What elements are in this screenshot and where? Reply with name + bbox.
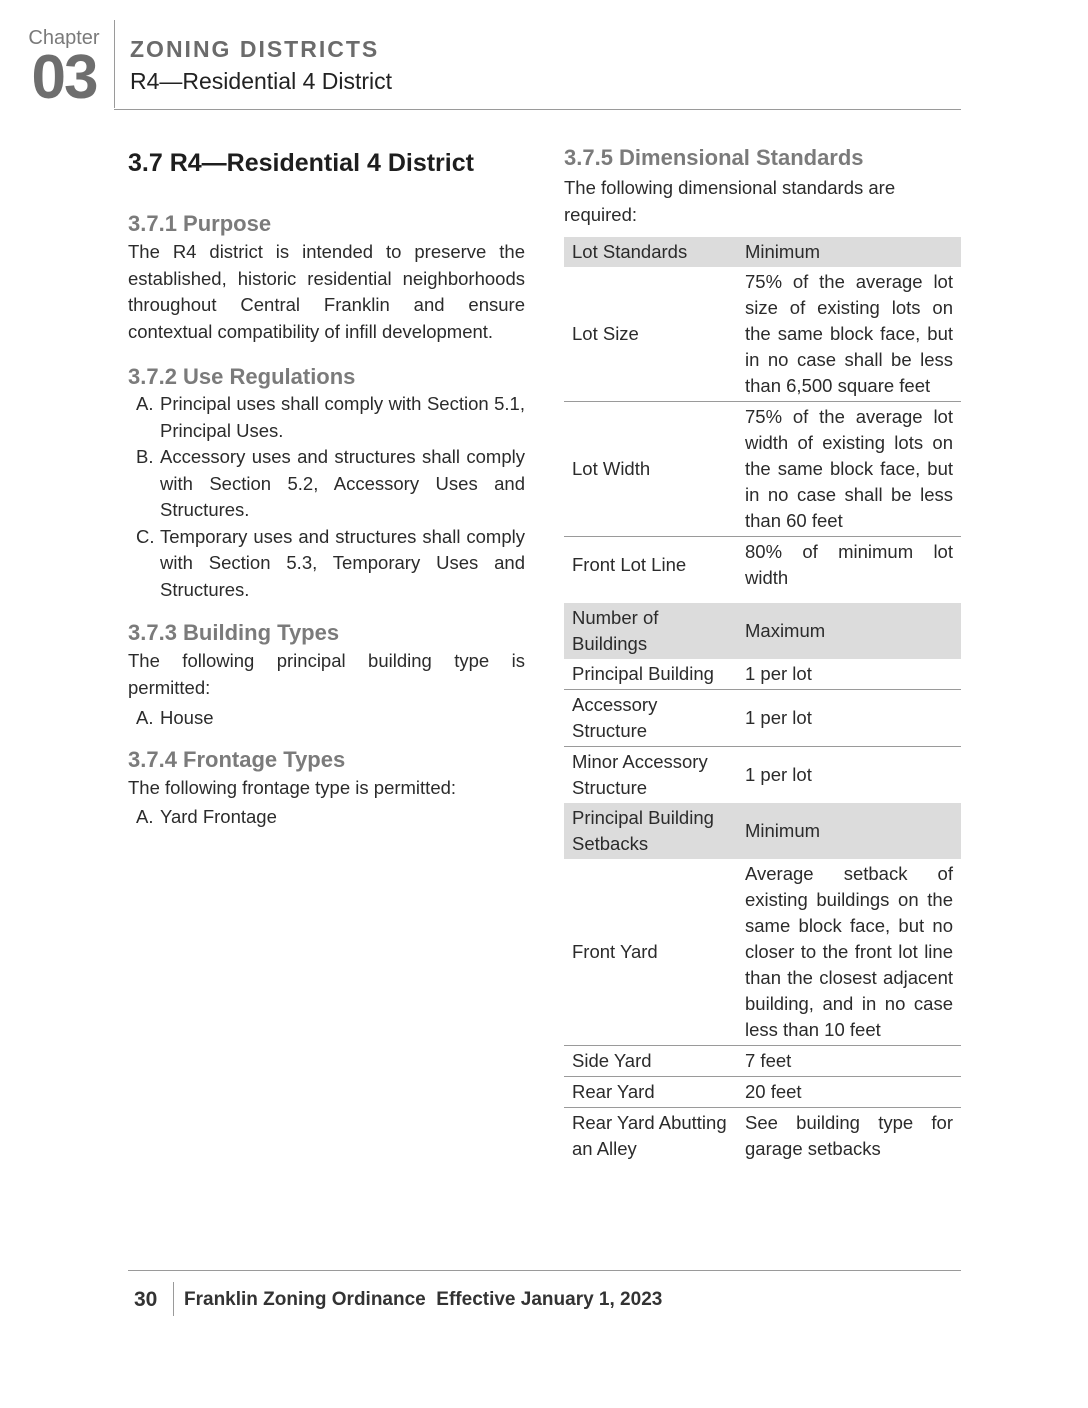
table-row xyxy=(564,659,961,690)
table-header-row xyxy=(564,237,961,267)
dimensional-standards-heading: 3.7.5 Dimensional Standards xyxy=(564,145,864,170)
header-subtitle: R4—Residential 4 District xyxy=(130,68,393,94)
table-cell: Side Yard xyxy=(564,1046,737,1077)
chapter-number: 03 xyxy=(31,43,97,112)
table-header-cell: Minimum xyxy=(737,237,961,267)
page-number: 30 xyxy=(134,1288,158,1311)
list-item xyxy=(128,444,525,524)
list-item-text: Accessory uses and structures shall comply with Section 5.2, Accessory Uses and Structures. xyxy=(160,446,525,520)
table-row xyxy=(564,1046,961,1077)
list-item xyxy=(128,804,525,831)
footer-vertical-divider xyxy=(173,1282,174,1316)
table-cell: Rear Yard Abutting an Alley xyxy=(572,1112,727,1159)
list-item xyxy=(128,524,525,604)
building-types-list xyxy=(128,705,525,732)
dimensional-standards-table xyxy=(564,237,961,1164)
footer-text: Franklin Zoning Ordinance Effective January 1, 2023 xyxy=(184,1289,663,1310)
table-cell: Lot Size xyxy=(564,267,737,402)
use-regulations-list xyxy=(128,391,525,603)
list-item xyxy=(128,705,525,732)
frontage-types-list xyxy=(128,804,525,831)
table-cell: 20 feet xyxy=(737,1077,961,1108)
table-cell: Rear Yard xyxy=(564,1077,737,1108)
table-header-row xyxy=(564,603,961,659)
table-cell: Front Lot Line xyxy=(572,554,687,575)
list-item-text: Principal uses shall comply with Section 5.1, Principal Uses. xyxy=(160,393,525,441)
purpose-heading: 3.7.1 Purpose xyxy=(128,211,272,236)
footer-divider xyxy=(128,1270,961,1271)
list-marker: A. xyxy=(136,393,154,414)
building-types-heading: 3.7.3 Building Types xyxy=(128,620,340,645)
table-cell: 1 per lot xyxy=(745,764,812,785)
table-row xyxy=(564,1077,961,1108)
use-regulations-heading: 3.7.2 Use Regulations xyxy=(128,364,356,389)
section-title: 3.7 R4—Residential 4 District xyxy=(128,149,474,177)
table-header-cell: Maximum xyxy=(737,603,961,659)
table-cell: 80% of minimum lot width xyxy=(745,541,953,588)
header-horizontal-divider xyxy=(114,109,961,110)
list-marker: A. xyxy=(136,806,154,827)
table-cell: 1 per lot xyxy=(737,659,961,690)
list-item-text: Yard Frontage xyxy=(160,806,277,827)
building-types-text: The following principal building type is permitted: xyxy=(128,650,525,698)
table-cell: 75% of the average lot width of existing lots on the same block face, but in no case shall be less than 60 feet xyxy=(737,402,961,537)
table-header-cell: Number of Buildings xyxy=(564,603,737,659)
table-header-row xyxy=(564,803,961,859)
list-item-text: Temporary uses and structures shall comply with Section 5.3, Temporary Uses and Structures. xyxy=(160,525,525,600)
table-cell: 1 per lot xyxy=(737,690,961,747)
header-vertical-divider xyxy=(114,20,115,108)
table-cell: Lot Width xyxy=(564,402,737,537)
table-row xyxy=(564,859,961,1046)
table-row xyxy=(564,1108,961,1165)
list-item-text: House xyxy=(160,707,214,728)
table-row xyxy=(564,537,961,604)
left-column xyxy=(128,144,525,831)
purpose-text: The R4 district is intended to preserve the established, historic residential neighborhoods throughout Central Franklin and ensure contextual compatibility of infill development. xyxy=(128,241,525,342)
frontage-types-heading: 3.7.4 Frontage Types xyxy=(128,746,346,772)
list-marker: A. xyxy=(136,707,154,728)
table-header-cell: Principal Building Setbacks xyxy=(564,803,737,859)
table-header-cell: Lot Standards xyxy=(564,237,737,267)
table-row xyxy=(564,747,961,804)
table-cell: Accessory Structure xyxy=(564,690,737,747)
table-row xyxy=(564,690,961,747)
right-column xyxy=(564,144,961,1164)
list-marker: B. xyxy=(136,446,154,467)
dimensional-standards-intro: The following dimensional standards are required: xyxy=(564,177,896,225)
table-header-cell: Minimum xyxy=(737,803,961,859)
table-row xyxy=(564,402,961,537)
table-cell: 7 feet xyxy=(737,1046,961,1077)
list-item xyxy=(128,391,525,444)
list-marker: C. xyxy=(136,525,155,547)
table-cell: Minor Accessory Structure xyxy=(572,751,708,798)
table-cell: Front Yard xyxy=(564,859,737,1046)
frontage-types-text: The following frontage type is permitted: xyxy=(128,776,457,798)
table-cell: Average setback of existing buildings on the same block face, but no closer to the front lot line than the closest adjacent building, and in no case less than 10 feet xyxy=(737,859,961,1046)
chapter-label: Chapter xyxy=(28,27,100,49)
table-cell: Principal Building xyxy=(564,659,737,690)
header-title: ZONING DISTRICTS xyxy=(130,36,380,62)
table-cell: 75% of the average lot size of existing lots on the same block face, but in no case shall be less than 6,500 square feet xyxy=(737,267,961,402)
chapter-badge xyxy=(24,26,104,112)
table-row xyxy=(564,267,961,402)
table-cell: See building type for garage setbacks xyxy=(745,1112,953,1159)
